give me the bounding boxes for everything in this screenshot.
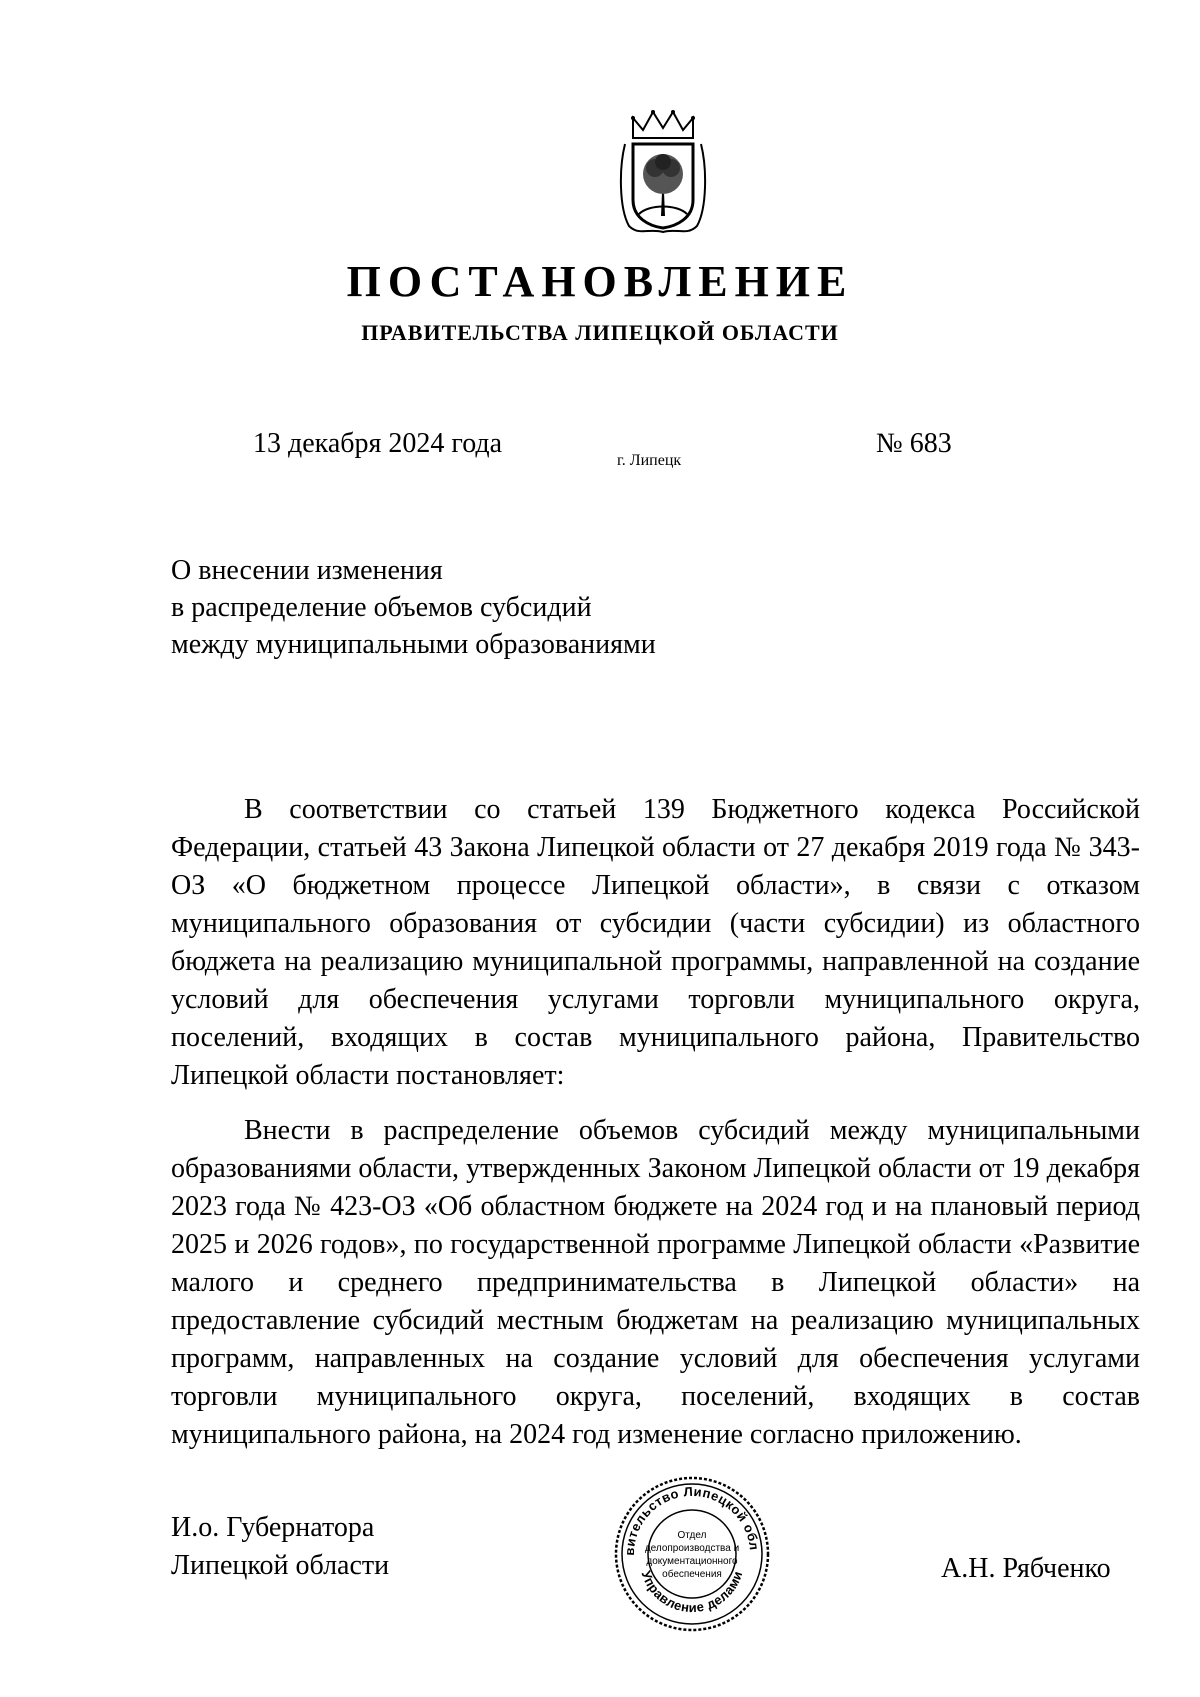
document-issuer: ПРАВИТЕЛЬСТВА ЛИПЕЦКОЙ ОБЛАСТИ xyxy=(361,320,839,345)
coat-of-arms-icon xyxy=(619,108,707,240)
svg-text:Правительство Липецкой области: вительство Липецкой обл xyxy=(621,1483,762,1556)
svg-text:документационного: документационного xyxy=(646,1556,738,1567)
signatory-position-line: И.о. Губернатора xyxy=(171,1512,375,1543)
signatory-position xyxy=(171,1509,389,1585)
document-date: 13 декабря 2024 года xyxy=(253,428,503,459)
document-subject xyxy=(171,552,791,663)
subject-line: между муниципальными образованиями xyxy=(171,629,656,660)
svg-text:делопроизводства и: делопроизводства и xyxy=(644,1543,740,1554)
signatory-position-line: Липецкой области xyxy=(171,1550,390,1581)
official-stamp-icon xyxy=(612,1474,772,1634)
svg-text:Управление делами: Управление делами xyxy=(638,1568,746,1616)
svg-text:обеспечения: обеспечения xyxy=(662,1569,722,1580)
document-city: г. Липецк xyxy=(617,452,682,469)
body-paragraph: Внести в распределение объемов субсидий между муниципальными образованиями области, утвержденных Законом Липецкой области от 19 декабря 2023 года № 423-ОЗ «Об областном бюджете на 2024 год и на плановый период 2025 и 2026 годов», по государственной программе Липецкой области «Развитие малого и среднего предпринимательства в Липецкой области» на предоставление субсидий местным бюджетам на реализацию муниципальных программ, направленных на создание условий для обеспечения услугами торговли муниципального округа, поселений, входящих в состав муниципального района, на 2024 год изменение согласно приложению. xyxy=(171,1115,1140,1450)
signatory-name: А.Н. Рябченко xyxy=(941,1553,1111,1584)
body-paragraph: В соответствии со статьей 139 Бюджетного кодекса Российской Федерации, статьей 43 Закона Липецкой области от 27 декабря 2019 года № 343-ОЗ «О бюджетном процессе Липецкой области», в связи с отказом муниципального образования от субсидии (части субсидии) из областного бюджета на реализацию муниципальной программы, направленной на создание условий для обеспечения услугами торговли муниципального округа, поселений, входящих в состав муниципального района, Правительство Липецкой области постановляет: xyxy=(171,794,1140,1091)
subject-line: в распределение объемов субсидий xyxy=(171,592,592,623)
subject-line: О внесении изменения xyxy=(171,555,443,586)
document-title: ПОСТАНОВЛЕНИЕ xyxy=(346,257,854,306)
document-number: № 683 xyxy=(876,428,952,459)
svg-text:Отдел: Отдел xyxy=(677,1530,707,1541)
